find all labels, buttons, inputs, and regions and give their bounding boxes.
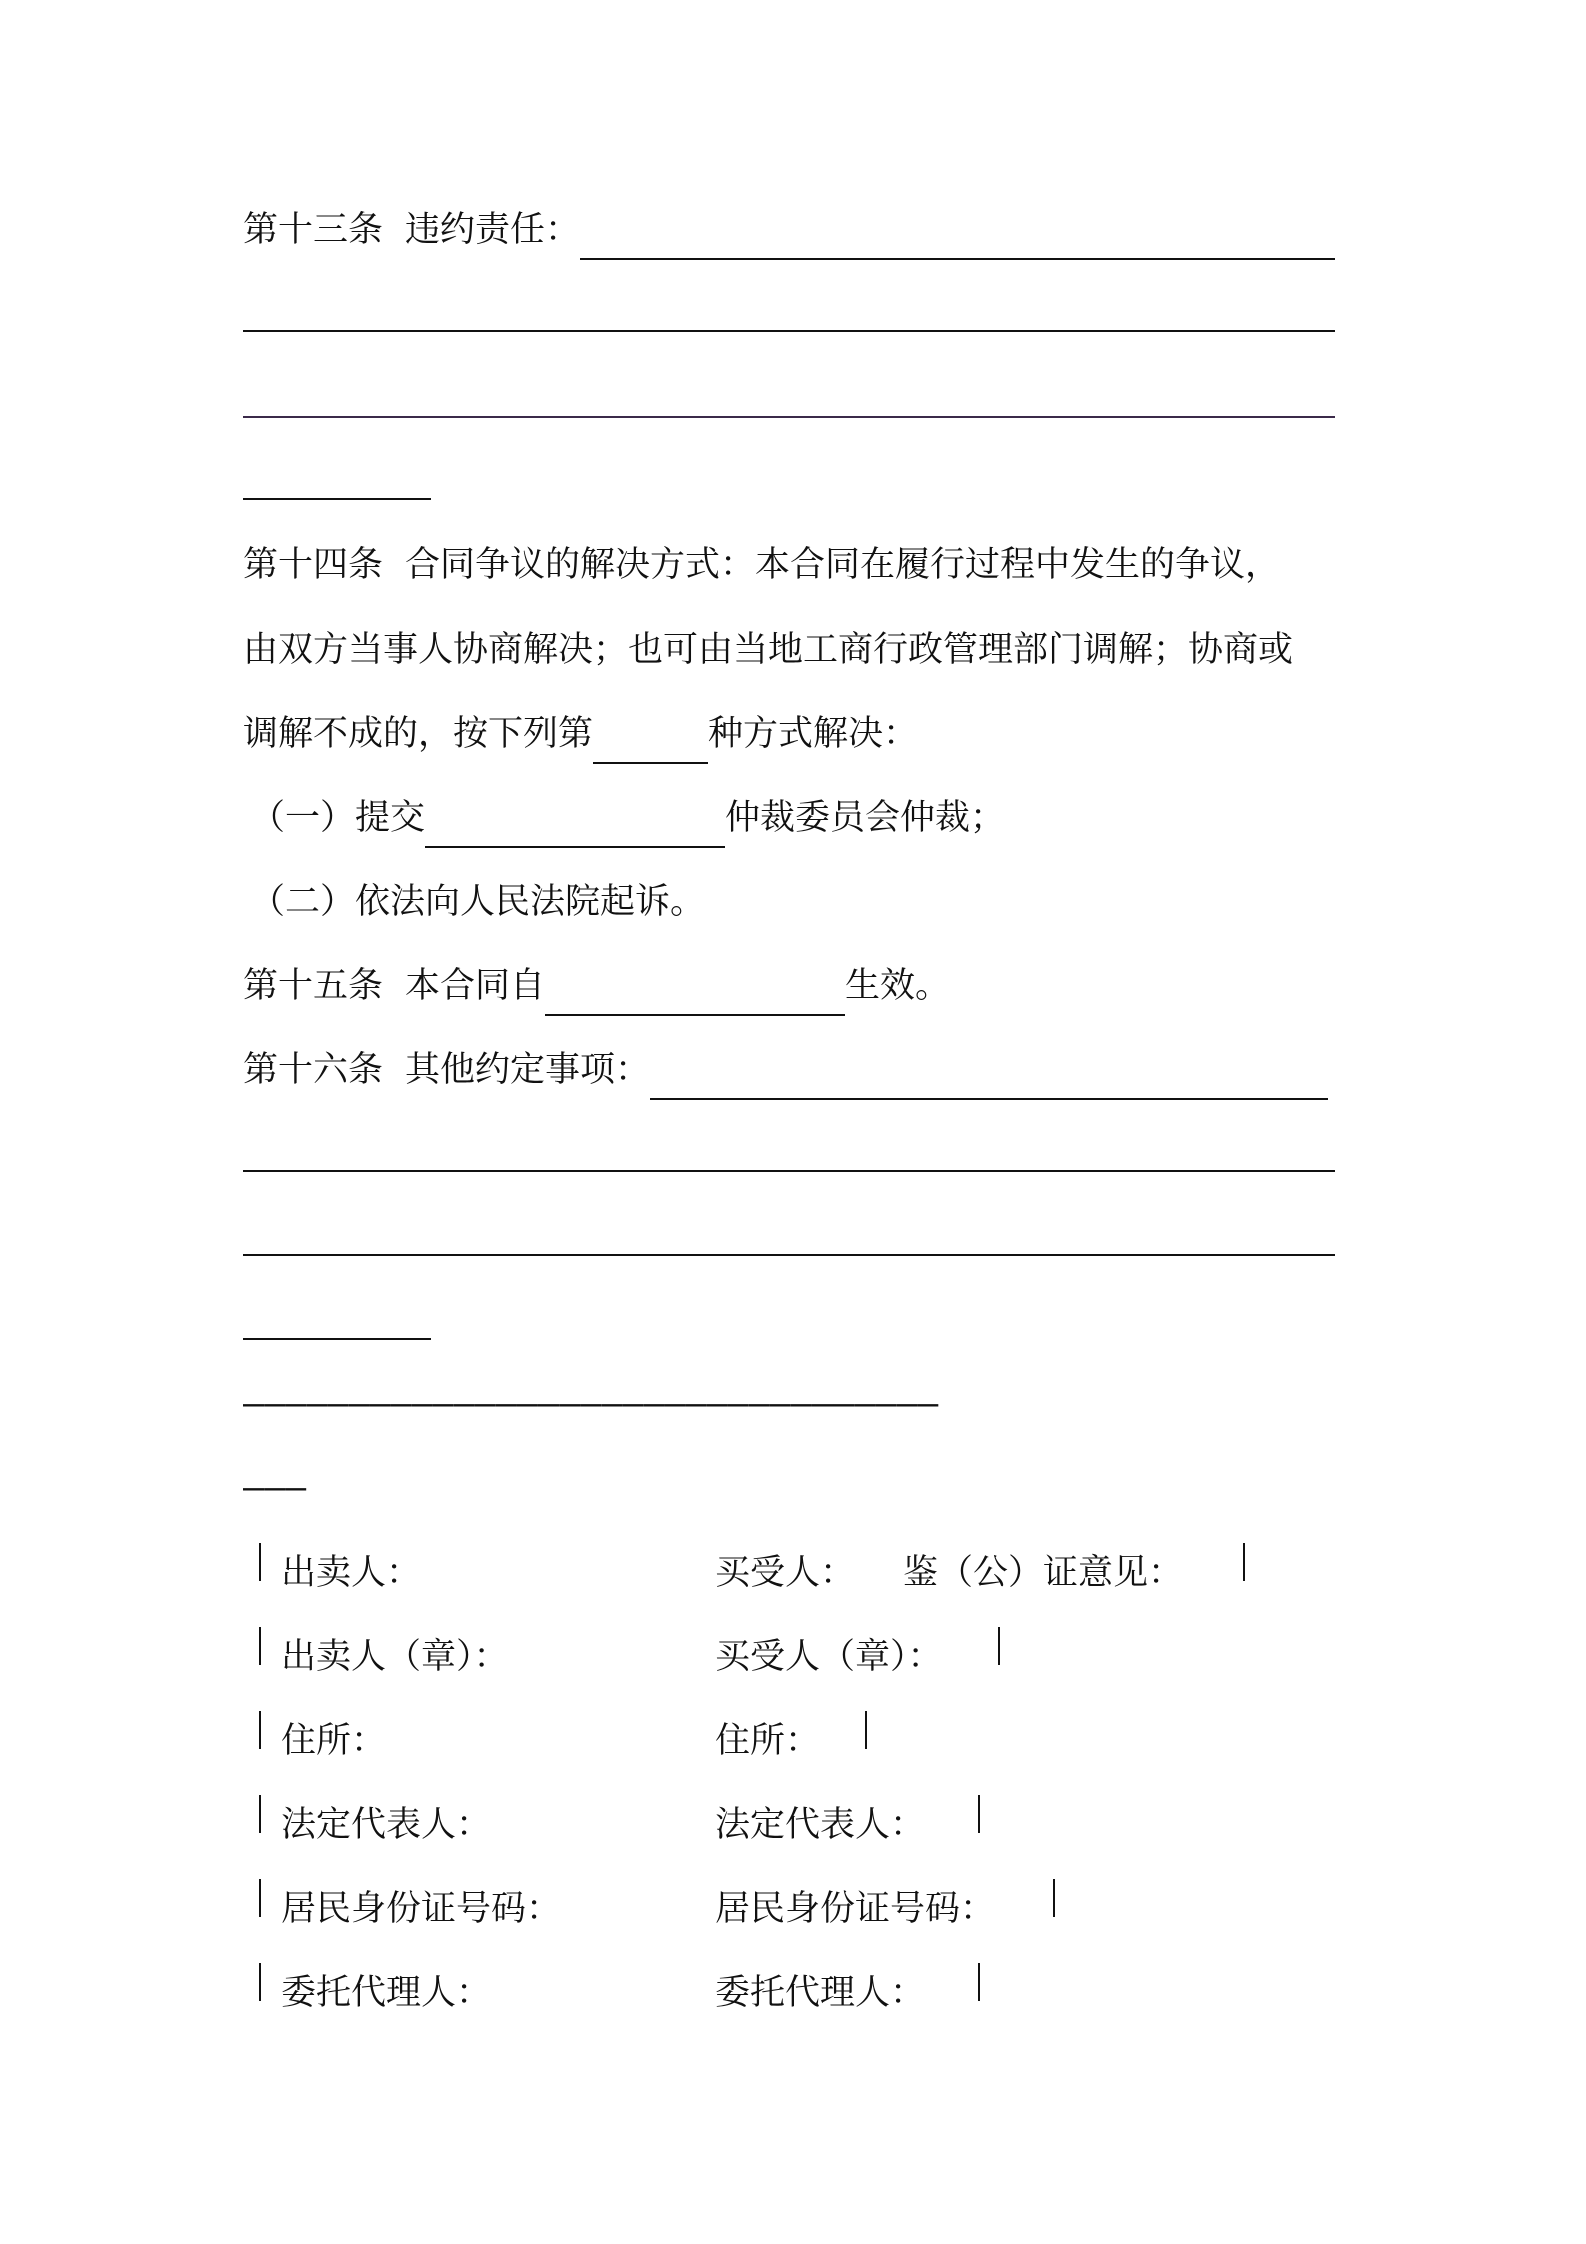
table-border — [259, 1963, 261, 2001]
article-13-line — [243, 200, 1335, 260]
article-15-text-a: 本合同自 — [405, 966, 546, 1006]
buyer-seal-label: 买受人（章）： — [715, 1637, 943, 1677]
article-14-line-2-text: 由双方当事人协商解决；也可由当地工商行政管理部门调解；协商或 — [243, 630, 1294, 670]
article-14-line-1 — [243, 535, 1280, 595]
arbitration-commission-blank[interactable] — [425, 800, 725, 848]
article-13-blank[interactable] — [580, 212, 1335, 260]
article-14-option-1 — [250, 788, 1005, 848]
table-border — [998, 1627, 1000, 1665]
article-14-text: 合同争议的解决方式：本合同在履行过程中发生的争议， — [405, 545, 1281, 585]
article-15-text-b: 生效。 — [845, 966, 951, 1006]
table-border — [978, 1795, 980, 1833]
table-border — [259, 1627, 261, 1665]
table-border — [978, 1963, 980, 2001]
table-border — [1053, 1879, 1055, 1917]
article-14-line-2 — [243, 620, 1293, 680]
buyer-address-label: 住所： — [715, 1721, 821, 1761]
buyer-label: 买受人： — [715, 1553, 856, 1593]
signature-row-6 — [243, 1963, 1343, 2023]
separator-dashes-1: ————————————————————————————————— — [243, 1384, 939, 1424]
table-border — [1243, 1543, 1245, 1581]
table-border — [865, 1711, 867, 1749]
article-14-line-3a: 调解不成的，按下列第 — [243, 714, 594, 754]
table-border — [259, 1543, 261, 1581]
article-16-blank-line-2[interactable] — [243, 1170, 1335, 1172]
article-14-line-3b: 种方式解决： — [708, 714, 919, 754]
article-13-text: 违约责任： — [405, 210, 581, 250]
article-14-label: 第十四条 — [243, 545, 384, 585]
article-13-blank-line-2[interactable] — [243, 330, 1335, 332]
effective-date-blank[interactable] — [545, 968, 845, 1016]
article-16-blank-line-3[interactable] — [243, 1254, 1335, 1256]
seller-agent-label: 委托代理人： — [281, 1973, 492, 2013]
option-1-prefix: （一）提交 — [250, 798, 426, 838]
signature-row-2 — [243, 1627, 1343, 1687]
option-1-suffix: 仲裁委员会仲裁； — [725, 798, 1006, 838]
signature-row-3 — [243, 1711, 1343, 1771]
buyer-rep-label: 法定代表人： — [715, 1805, 926, 1845]
notary-opinion-label: 鉴（公）证意见： — [903, 1553, 1184, 1593]
article-13-label: 第十三条 — [243, 210, 384, 250]
seller-rep-label: 法定代表人： — [281, 1805, 492, 1845]
seller-id-label: 居民身份证号码： — [281, 1889, 562, 1929]
signature-row-1 — [243, 1543, 1343, 1603]
seller-label: 出卖人： — [281, 1553, 422, 1593]
seller-address-label: 住所： — [281, 1721, 387, 1761]
signature-row-4 — [243, 1795, 1343, 1855]
article-13-blank-line-3[interactable] — [243, 416, 1335, 418]
table-border — [259, 1879, 261, 1917]
table-border — [259, 1711, 261, 1749]
article-14-line-3 — [243, 704, 918, 764]
article-15-line — [243, 956, 950, 1016]
article-16-text: 其他约定事项： — [405, 1050, 651, 1090]
article-16-line — [243, 1040, 1328, 1100]
article-15-label: 第十五条 — [243, 966, 384, 1006]
option-2-text: （二）依法向人民法院起诉。 — [250, 882, 706, 922]
separator-dashes-2: ——— — [243, 1468, 307, 1508]
buyer-agent-label: 委托代理人： — [715, 1973, 926, 2013]
article-13-blank-line-4[interactable] — [243, 498, 431, 500]
article-16-blank-line-4[interactable] — [243, 1338, 431, 1340]
article-16-label: 第十六条 — [243, 1050, 384, 1090]
signature-row-5 — [243, 1879, 1343, 1939]
method-number-blank[interactable] — [593, 716, 708, 764]
article-14-option-2 — [250, 872, 705, 932]
table-border — [259, 1795, 261, 1833]
seller-seal-label: 出卖人（章）： — [281, 1637, 509, 1677]
article-16-blank[interactable] — [650, 1052, 1328, 1100]
buyer-id-label: 居民身份证号码： — [715, 1889, 996, 1929]
